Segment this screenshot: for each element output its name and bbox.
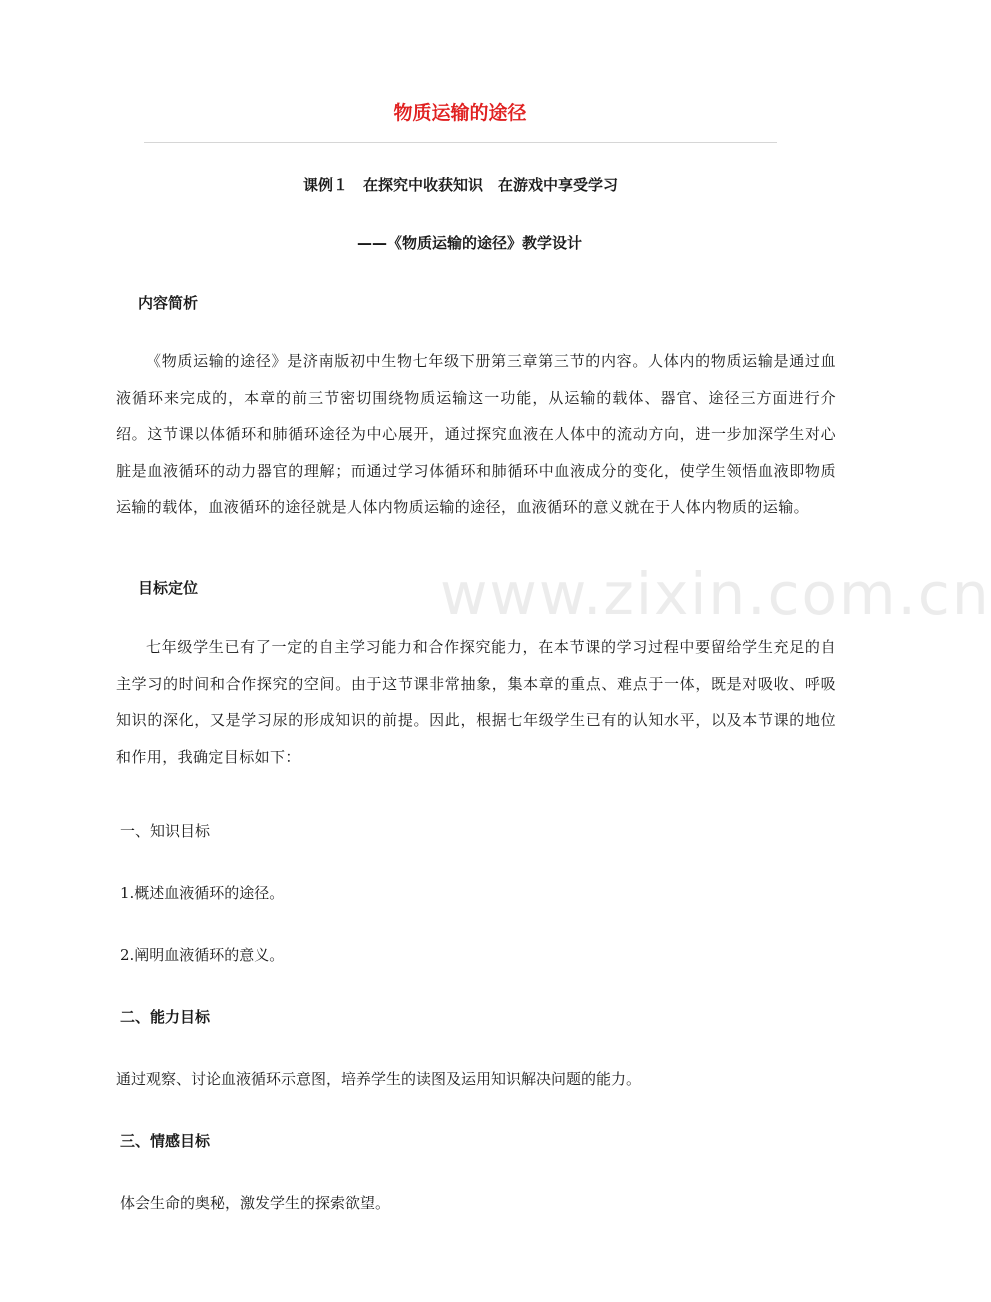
emotion-goal-text: 体会生命的奥秘，激发学生的探索欲望。 <box>120 1194 391 1212</box>
title-divider <box>144 142 777 143</box>
content-analysis-paragraph: 《物质运输的途径》是济南版初中生物七年级下册第三章第三节的内容。人体内的物质运输是通过血液循环来完成的，本章的前三节密切围绕物质运输这一功能，从运输的载体、器官、途径三方面进行介绍。这节课以体循环和肺循环途径为中心展开，通过探究血液在人体中的流动方向，进一步加深学生对心脏是血液循环的动力器官的理解；而通过学习体循环和肺循环中血液成分的变化，使学生领悟血液即物质运输的载体，血液循环的途径就是人体内物质运输的途径，血液循环的意义就在于人体内物质的运输。 <box>116 352 836 516</box>
document-title: 物质运输的途径 <box>393 102 527 124</box>
knowledge-goal-item-1: 1.概述血液循环的途径。 <box>120 884 285 902</box>
goal-paragraph: 七年级学生已有了一定的自主学习能力和合作探究能力，在本节课的学习过程中要留给学生充足的自主学习的时间和合作探究的空间。由于这节课非常抽象，集本章的重点、难点于一体，既是对吸收、呼吸知识的深化，又是学习尿的形成知识的前提。因此，根据七年级学生已有的认知水平，以及本节课的地位和作用，我确定目标如下： <box>116 638 836 766</box>
emotion-goal-heading: 三、情感目标 <box>120 1132 211 1150</box>
lesson-subtitle: 课例１ 在探究中收获知识 在游戏中享受学习 <box>303 176 619 194</box>
content-analysis-heading: 内容简析 <box>138 294 199 312</box>
ability-goal-text: 通过观察、讨论血液循环示意图，培养学生的读图及运用知识解决问题的能力。 <box>116 1070 642 1088</box>
watermark: www.zixin.com.cn <box>440 560 991 628</box>
knowledge-goal-heading: 一、知识目标 <box>120 822 211 840</box>
goal-heading: 目标定位 <box>138 579 199 597</box>
knowledge-goal-item-2: 2.阐明血液循环的意义。 <box>120 946 285 964</box>
design-subtitle: ——《物质运输的途径》教学设计 <box>357 234 583 252</box>
ability-goal-heading: 二、能力目标 <box>120 1008 211 1026</box>
